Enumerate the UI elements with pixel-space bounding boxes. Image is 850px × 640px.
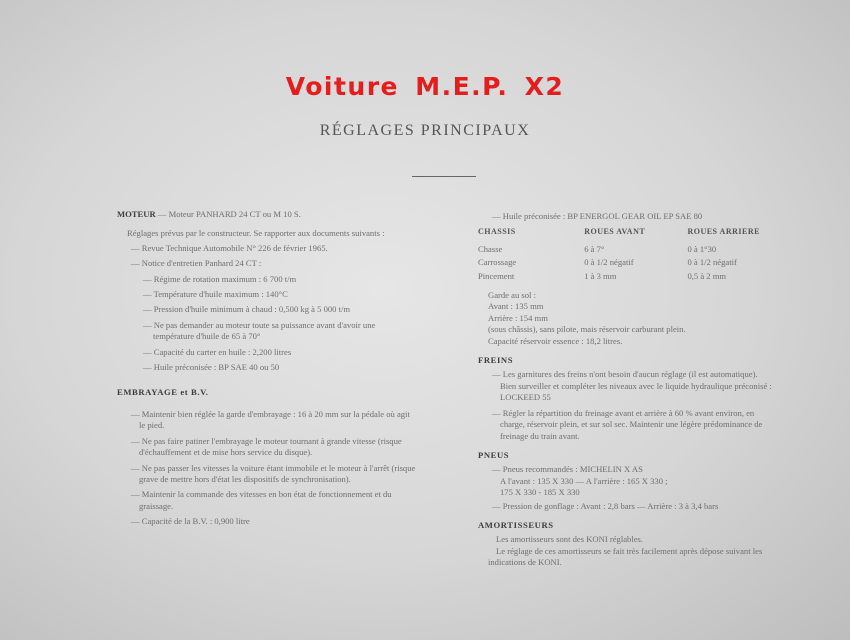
main-title: Voiture M.E.P. X2 <box>285 72 565 101</box>
moteur-line: — Régime de rotation maximum : 6 700 t/m <box>143 273 297 284</box>
pneus-line: 175 X 330 - 185 X 330 <box>500 487 580 498</box>
table-row <box>478 271 773 284</box>
moteur-heading: MOTEUR <box>117 209 156 219</box>
table-cell: Pincement <box>478 270 515 281</box>
moteur-line: Réglages prévus par le constructeur. Se rapporter aux documents suivants : <box>127 228 385 239</box>
chassis-col-header: ROUES ARRIERE <box>687 227 760 237</box>
table-cell: 0 à 1°30 <box>687 243 717 254</box>
moteur-line: — Revue Technique Automobile N° 226 de février 1965. <box>131 242 328 253</box>
amortisseurs-heading: AMORTISSEURS <box>478 519 554 530</box>
embrayage-line: — Ne pas passer les vitesses la voiture étant immobile et le moteur à l'arrêt (risque grave de mettre hors d'état les dispositifs de synchronisation). <box>131 462 416 484</box>
freins-line: — Régler la répartition du freinage avant et arrière à 60 % avant environ, en charge, réservoir plein, et sur sol sec. Maintenir une légère prédominance de freinage du train avant. <box>492 407 763 441</box>
page-subtitle: RÉGLAGES PRINCIPAUX <box>319 122 531 139</box>
moteur-line: — Pression d'huile minimum à chaud : 0,500 kg à 5 000 t/m <box>143 304 351 315</box>
table-cell: 0,5 à 2 mm <box>687 270 727 281</box>
chassis-col-header: CHASSIS <box>478 227 516 237</box>
table-cell: 0 à 1/2 négatif <box>584 257 634 268</box>
table-cell: 6 à 7° <box>584 243 605 254</box>
huile-bv-line: — Huile préconisée : BP ENERGOL GEAR OIL EP SAE 80 <box>492 211 703 221</box>
table-row <box>478 257 773 270</box>
moteur-line: — Notice d'entretien Panhard 24 CT : <box>131 258 262 269</box>
embrayage-line: — Ne pas faire patiner l'embrayage le moteur tournant à grande vitesse (risque d'échauffement et de mise hors service du disque). <box>131 435 402 458</box>
amortisseurs-line: Les amortisseurs sont des KONI réglables. <box>496 534 644 545</box>
embrayage-line: — Capacité de la B.V. : 0,900 litre <box>131 516 250 527</box>
chassis-col-header: ROUES AVANT <box>584 227 646 237</box>
pneus-line: — Pneus recommandés : MICHELIN X AS <box>492 464 643 475</box>
moteur-line: — Ne pas demander au moteur toute sa puissance avant d'avoir une température d'huile de 65 à 70° <box>143 319 376 342</box>
pneus-line: A l'avant : 135 X 330 — A l'arrière : 165 X 330 ; <box>500 475 668 486</box>
table-row <box>478 244 773 257</box>
chassis-header-row <box>478 226 773 243</box>
right-column <box>478 211 773 569</box>
chassis-note: Garde au sol : <box>488 290 536 301</box>
freins-heading: FREINS <box>478 355 514 366</box>
table-cell: 1 à 3 mm <box>584 270 617 281</box>
left-column <box>117 209 417 532</box>
moteur-intro: — Moteur PANHARD 24 CT ou M 10 S. <box>155 209 301 219</box>
pneus-heading: PNEUS <box>478 449 510 460</box>
chassis-note: (sous châssis), sans pilote, mais réservoir carburant plein. <box>488 324 686 335</box>
chassis-note: Capacité réservoir essence : 18,2 litres. <box>488 335 623 346</box>
embrayage-heading: EMBRAYAGE et B.V. <box>117 387 209 398</box>
table-cell: Carrossage <box>478 257 517 268</box>
chassis-table <box>478 226 773 284</box>
pneus-line: — Pression de gonflage : Avant : 2,8 bars — Arrière : 3 à 3,4 bars <box>492 500 719 511</box>
table-cell: 0 à 1/2 négatif <box>687 257 737 268</box>
amortisseurs-line: Le réglage de ces amortisseurs se fait très facilement après dépose suivant les indications de KONI. <box>488 545 763 568</box>
moteur-line: — Huile préconisée : BP SAE 40 ou 50 <box>143 362 280 373</box>
embrayage-line: — Maintenir la commande des vitesses en bon état de fonctionnement et du graissage. <box>131 489 392 511</box>
embrayage-line: — Maintenir bien réglée la garde d'embrayage : 16 à 20 mm sur la pédale où agit le pied. <box>131 408 410 431</box>
chassis-note: Arrière : 154 mm <box>488 312 548 323</box>
freins-line: — Les garnitures des freins n'ont besoin d'aucun réglage (il est automatique). Bien surveiller et compléter les niveaux avec le liquide hydraulique préconisé : LOCKEED 55 <box>492 369 772 403</box>
moteur-line: — Capacité du carter en huile : 2,200 litres <box>143 346 292 357</box>
moteur-paragraph <box>117 209 417 220</box>
table-cell: Chasse <box>478 243 503 254</box>
moteur-line: — Température d'huile maximum : 140°C <box>143 289 288 300</box>
title-divider <box>412 176 476 177</box>
chassis-note: Avant : 135 mm <box>488 301 544 312</box>
